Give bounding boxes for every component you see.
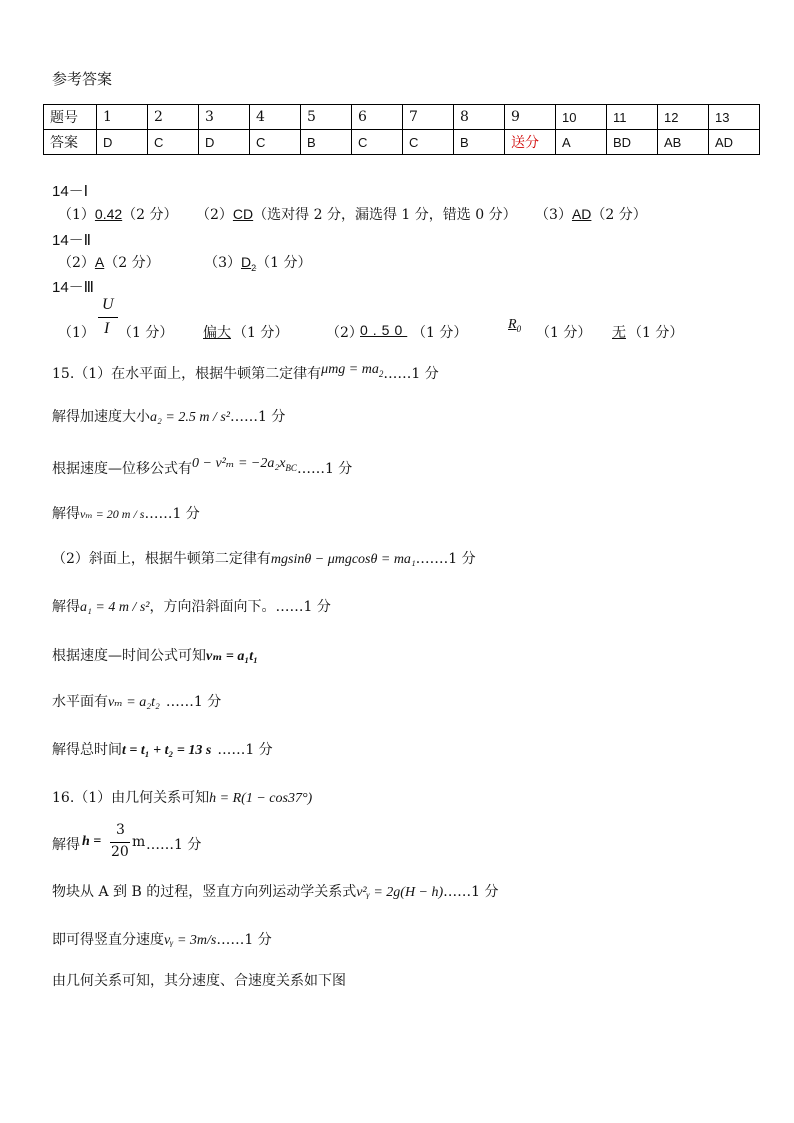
q15-line-2: 解得加速度大小a₂ = 2.5 m / s²……1 分 bbox=[52, 409, 286, 425]
fraction-denominator: 20 bbox=[111, 844, 129, 860]
answer-value: AD bbox=[571, 206, 592, 222]
table-cell: 2 bbox=[148, 105, 199, 130]
score: （2 分） bbox=[122, 207, 178, 223]
table-row-answers bbox=[44, 130, 760, 155]
answer-value: 无 bbox=[612, 325, 626, 341]
q15-line-6: 解得a₁ = 4 m / s²，方向沿斜面向下。……1 分 bbox=[52, 599, 331, 615]
row-label-answers: 答案 bbox=[44, 130, 97, 155]
q16-line-3: 物块从 A 到 B 的过程，竖直方向列运动学关系式v²ᵧ = 2g(H − h)……1 分 bbox=[52, 884, 499, 900]
table-cell: C bbox=[250, 130, 301, 155]
table-cell: 6 bbox=[352, 105, 403, 130]
table-cell: 12 bbox=[658, 105, 709, 130]
q16-line-4: 即可得竖直分速度vᵧ = 3m/s……1 分 bbox=[52, 932, 272, 948]
answer-value: 偏大 bbox=[203, 325, 231, 341]
answer-value: R bbox=[508, 317, 517, 332]
table-cell: D bbox=[199, 130, 250, 155]
part-label: （2） bbox=[195, 207, 233, 223]
q15-line-4: 解得vₘ = 20 m / s……1 分 bbox=[52, 506, 200, 522]
score: （1 分） bbox=[233, 325, 289, 341]
q14-1-answers bbox=[58, 204, 647, 224]
table-cell: AB bbox=[658, 130, 709, 155]
q15-line-7: 根据速度—时间公式可知vₘ = a₁t₁ bbox=[52, 648, 259, 664]
q14-1-heading: 14－Ⅰ bbox=[52, 183, 89, 200]
table-cell: BD bbox=[607, 130, 658, 155]
table-cell: B bbox=[301, 130, 352, 155]
table-cell: 9 bbox=[505, 105, 556, 130]
q14-3-heading: 14－Ⅲ bbox=[52, 279, 95, 296]
table-cell: 3 bbox=[199, 105, 250, 130]
row-label-numbers: 题号 bbox=[44, 105, 97, 130]
score: （1 分） bbox=[256, 255, 312, 271]
table-cell: C bbox=[403, 130, 454, 155]
score: （2 分） bbox=[104, 255, 160, 271]
score: （1 分） bbox=[412, 325, 468, 341]
answer-value: CD bbox=[232, 206, 254, 222]
q15-line-8: 水平面有vₘ = a₂t₂ ……1 分 bbox=[52, 694, 222, 710]
score: （2 分） bbox=[591, 207, 647, 223]
answer-table bbox=[43, 104, 760, 155]
table-cell: B bbox=[454, 130, 505, 155]
part-label: （1） bbox=[58, 325, 95, 341]
answer-value: 0.42 bbox=[94, 206, 123, 222]
part-label: （2） bbox=[326, 325, 363, 341]
table-cell: C bbox=[352, 130, 403, 155]
part-label: （2） bbox=[58, 255, 95, 271]
score: （1 分） bbox=[628, 325, 684, 341]
table-row-numbers bbox=[44, 105, 760, 130]
q14-2-answers bbox=[58, 252, 312, 273]
table-cell: 8 bbox=[454, 105, 505, 130]
table-cell: AD bbox=[709, 130, 760, 155]
table-cell: 11 bbox=[607, 105, 658, 130]
table-cell: D bbox=[97, 130, 148, 155]
q16-line-5: 由几何关系可知，其分速度、合速度关系如下图 bbox=[52, 973, 346, 989]
table-cell: 7 bbox=[403, 105, 454, 130]
page-title: 参考答案 bbox=[52, 70, 113, 88]
q16-line-1: 16.（1）由几何关系可知h = R(1 − cos37°) bbox=[52, 790, 313, 806]
q14-2-heading: 14－Ⅱ bbox=[52, 232, 92, 249]
part-label: （1） bbox=[58, 207, 95, 223]
table-cell: 10 bbox=[556, 105, 607, 130]
answer-value: 0.50 bbox=[360, 322, 408, 338]
part-label: （3） bbox=[204, 255, 241, 271]
score: （1 分） bbox=[118, 325, 174, 341]
fraction-bar bbox=[98, 317, 118, 318]
score: （选对得 2 分，漏选得 1 分，错选 0 分） bbox=[253, 207, 517, 223]
q15-line-1: 15.（1）在水平面上，根据牛顿第二定律有$\mu mg = ma_2\dots\dots 1$ 分 bbox=[52, 362, 439, 382]
table-cell: 4 bbox=[250, 105, 301, 130]
answer-value: A bbox=[94, 254, 105, 270]
q15-line-3: 根据速度—位移公式有$0 - v^2_m = -2a_2x_{BC}\dots\dots 1$ 分 bbox=[52, 456, 353, 477]
score: （1 分） bbox=[536, 325, 592, 341]
table-cell: C bbox=[148, 130, 199, 155]
fraction-numerator: U bbox=[102, 296, 114, 313]
table-cell: A bbox=[556, 130, 607, 155]
fraction-bar bbox=[110, 842, 130, 843]
answer-value: $D_2$ bbox=[241, 254, 257, 273]
table-cell: 5 bbox=[301, 105, 352, 130]
table-cell: 13 bbox=[709, 105, 760, 130]
q15-line-5: （2）斜面上，根据牛顿第二定律有mgsinθ − μmgcosθ = ma₁.……1 分 bbox=[52, 551, 476, 567]
q15-line-9: 解得总时间t = t₁ + t₂ = 13 s ……1 分 bbox=[52, 742, 273, 758]
fraction-denominator: I bbox=[104, 320, 110, 337]
fraction-numerator: 3 bbox=[116, 822, 125, 838]
table-cell: 1 bbox=[97, 105, 148, 130]
table-cell-free-points: 送分 bbox=[505, 130, 556, 155]
part-label: （3） bbox=[535, 207, 572, 223]
